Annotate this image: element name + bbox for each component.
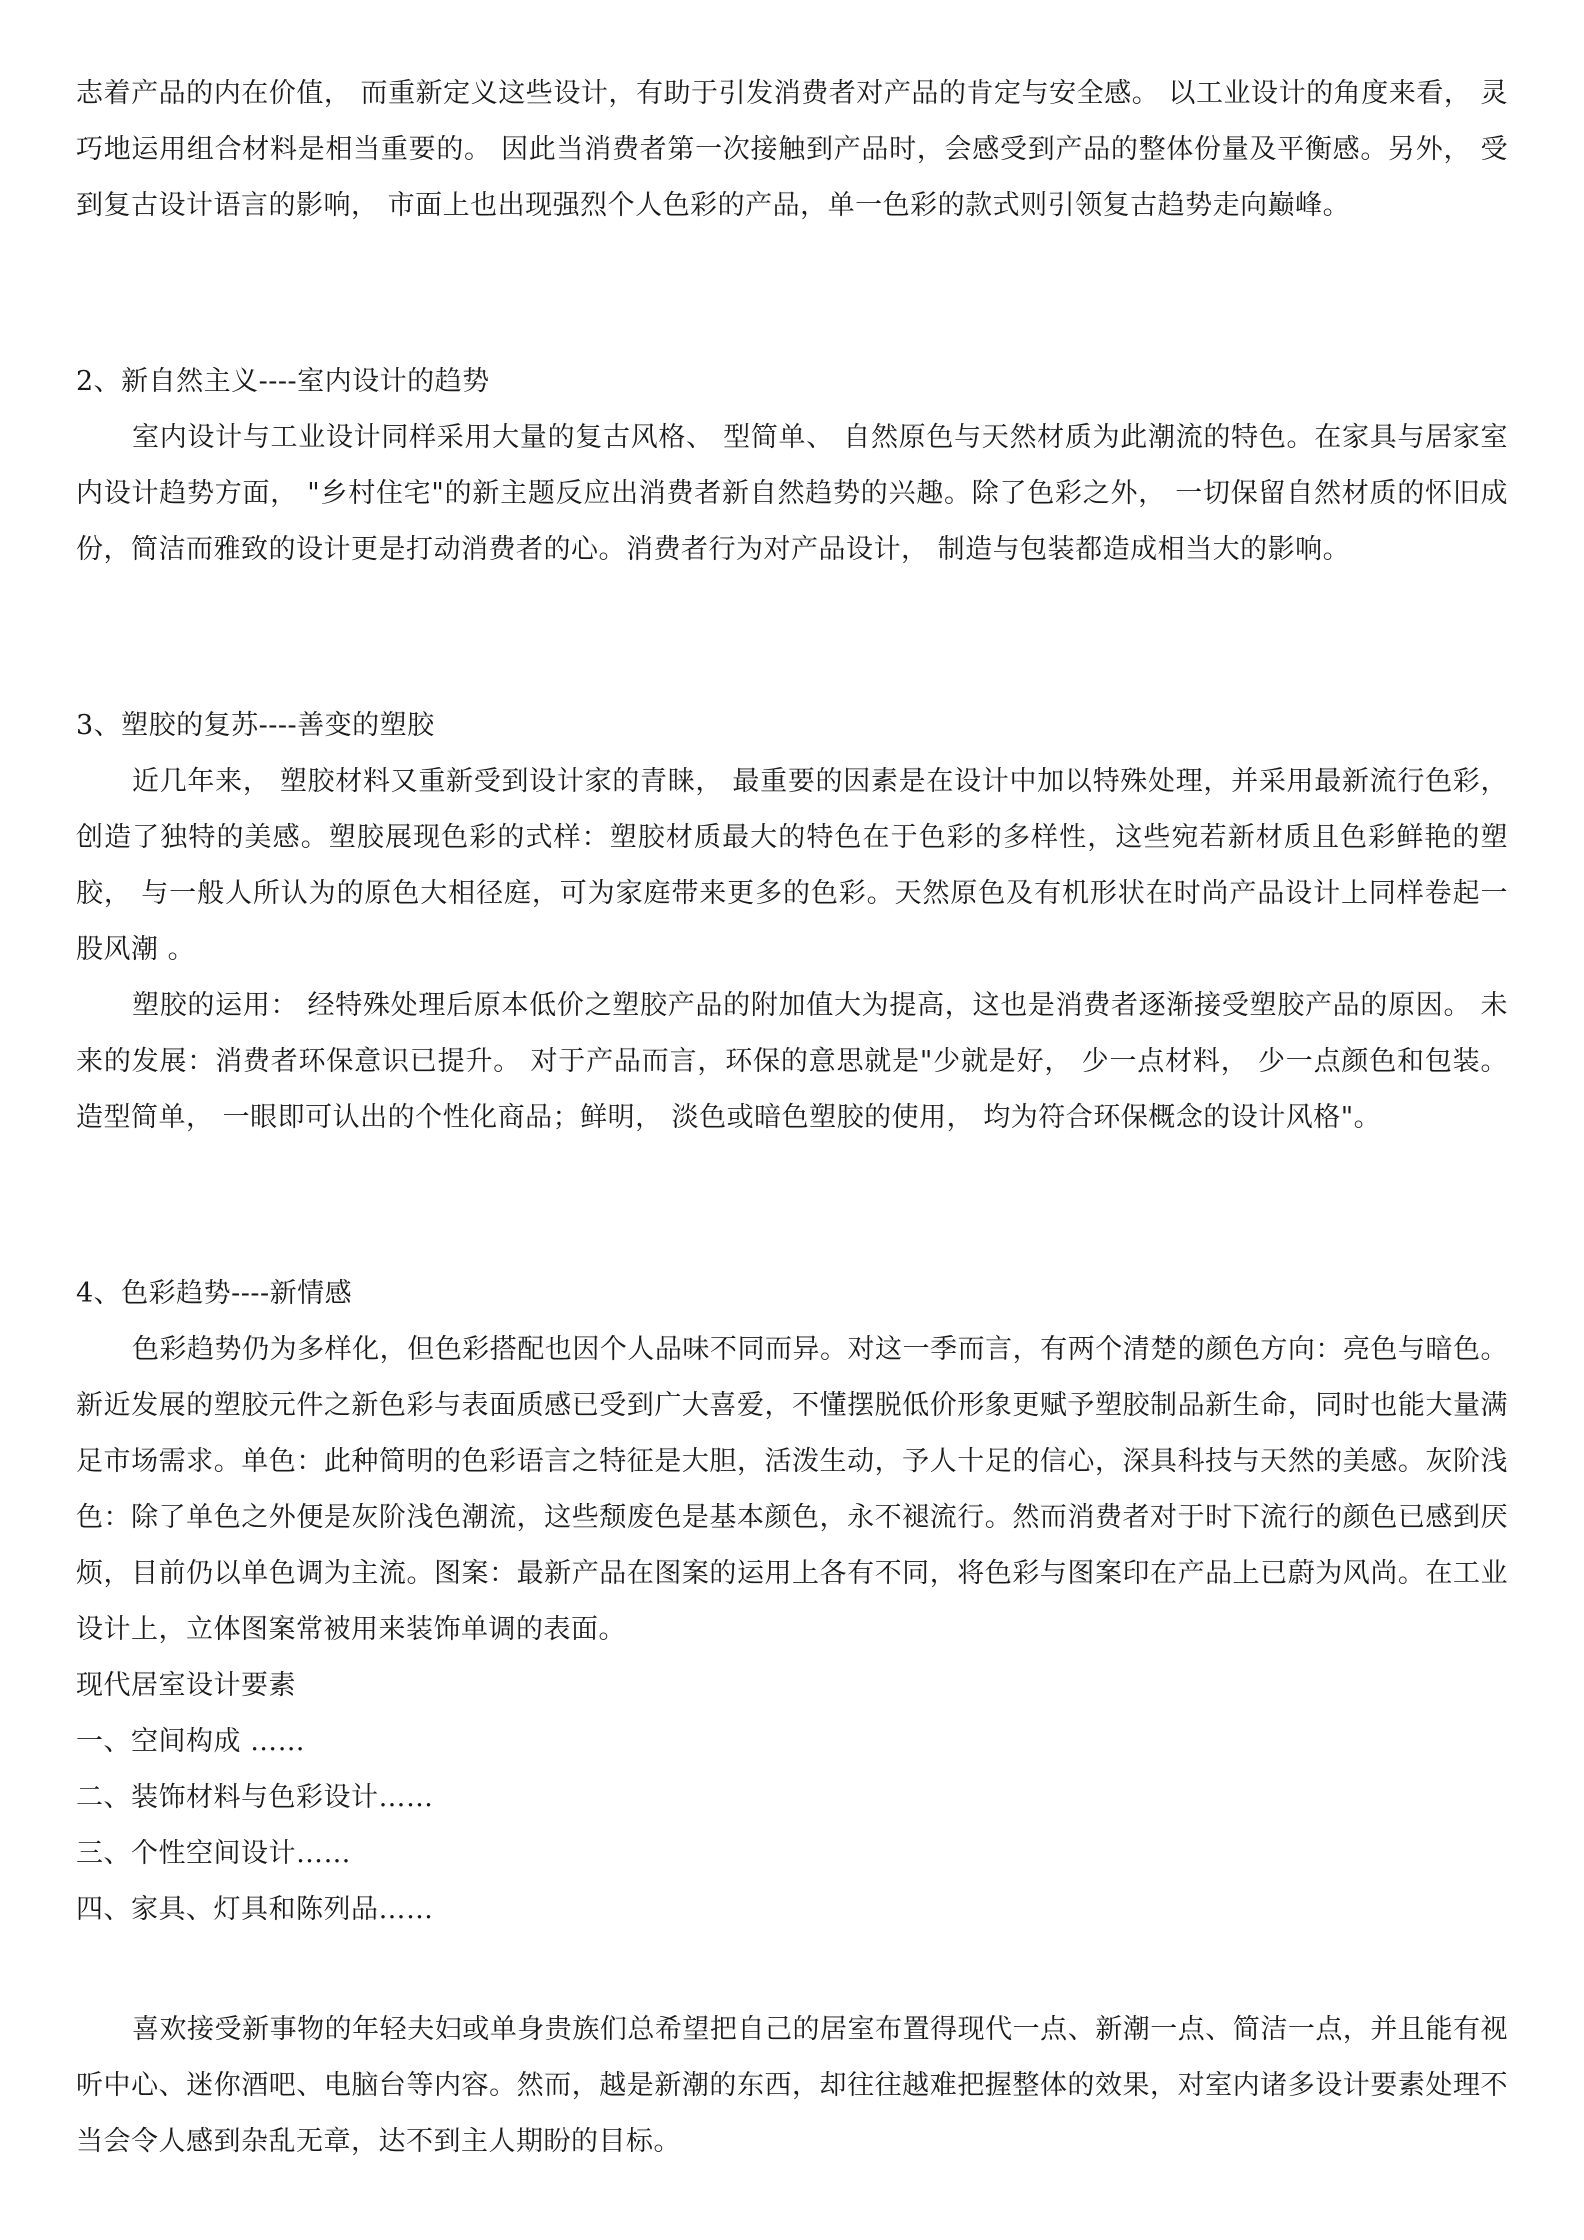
- elements-item-2: 二、装饰材料与色彩设计……: [76, 1782, 434, 1813]
- section-3-heading: 3、塑胶的复苏----善变的塑胶: [76, 710, 435, 741]
- closing-paragraph: 喜欢接受新事物的年轻夫妇或单身贵族们总希望把自己的居室布置得现代一点、新潮一点、简洁一点，并且能有视听中心、迷你酒吧、电脑台等内容。然而，越是新潮的东西，却往往越难把握整体的效果，对室内诸多设计要素处理不当会令人感到杂乱无章，达不到主人期盼的目标。: [76, 2014, 1508, 2157]
- section-4-heading: 4、色彩趋势----新情感: [76, 1278, 353, 1309]
- section-3-paragraph-1: 近几年来， 塑胶材料又重新受到设计家的青睐， 最重要的因素是在设计中加以特殊处理，并采用最新流行色彩，创造了独特的美感。塑胶展现色彩的式样：塑胶材质最大的特色在于色彩的多样性，这些宛若新材质且色彩鲜艳的塑胶， 与一般人所认为的原色大相径庭，可为家庭带来更多的色彩。天然原色及有机形状在时尚产品设计上同样卷起一股风潮 。: [76, 766, 1508, 965]
- section-2-paragraph: 室内设计与工业设计同样采用大量的复古风格、 型简单、 自然原色与天然材质为此潮流的特色。在家具与居家室内设计趋势方面， "乡村住宅"的新主题反应出消费者新自然趋势的兴趣。除了色彩之外， 一切保留自然材质的怀旧成份，简洁而雅致的设计更是打动消费者的心。消费者行为对产品设计， 制造与包装都造成相当大的影响。: [76, 422, 1508, 565]
- elements-title: 现代居室设计要素: [76, 1670, 296, 1701]
- elements-item-3: 三、个性空间设计……: [76, 1838, 351, 1869]
- section-2-heading: 2、新自然主义----室内设计的趋势: [76, 366, 490, 397]
- intro-paragraph: 志着产品的内在价值， 而重新定义这些设计，有助于引发消费者对产品的肯定与安全感。 以工业设计的角度来看， 灵巧地运用组合材料是相当重要的。 因此当消费者第一次接触到产品时，会感受到产品的整体份量及平衡感。另外， 受到复古设计语言的影响， 市面上也出现强烈个人色彩的产品，单一色彩的款式则引领复古趋势走向巅峰。: [76, 78, 1508, 221]
- elements-item-1: 一、空间构成 ……: [76, 1726, 306, 1757]
- section-3-paragraph-2: 塑胶的运用： 经特殊处理后原本低价之塑胶产品的附加值大为提高，这也是消费者逐渐接受塑胶产品的原因。 未来的发展：消费者环保意识已提升。 对于产品而言，环保的意思就是"少就是好， 少一点材料， 少一点颜色和包装。 造型简单， 一眼即可认出的个性化商品；鲜明， 淡色或暗色塑胶的使用， 均为符合环保概念的设计风格"。: [76, 990, 1508, 1133]
- section-4-paragraph: 色彩趋势仍为多样化，但色彩搭配也因个人品味不同而异。对这一季而言，有两个清楚的颜色方向：亮色与暗色。新近发展的塑胶元件之新色彩与表面质感已受到广大喜爱，不懂摆脱低价形象更赋予塑胶制品新生命，同时也能大量满足市场需求。单色：此种简明的色彩语言之特征是大胆，活泼生动，予人十足的信心，深具科技与天然的美感。灰阶浅色：除了单色之外便是灰阶浅色潮流，这些颓废色是基本颜色，永不褪流行。然而消费者对于时下流行的颜色已感到厌烦，目前仍以单色调为主流。图案：最新产品在图案的运用上各有不同，将色彩与图案印在产品上已蔚为风尚。在工业设计上，立体图案常被用来装饰单调的表面。: [76, 1334, 1508, 1645]
- elements-item-4: 四、家具、灯具和陈列品……: [76, 1894, 434, 1925]
